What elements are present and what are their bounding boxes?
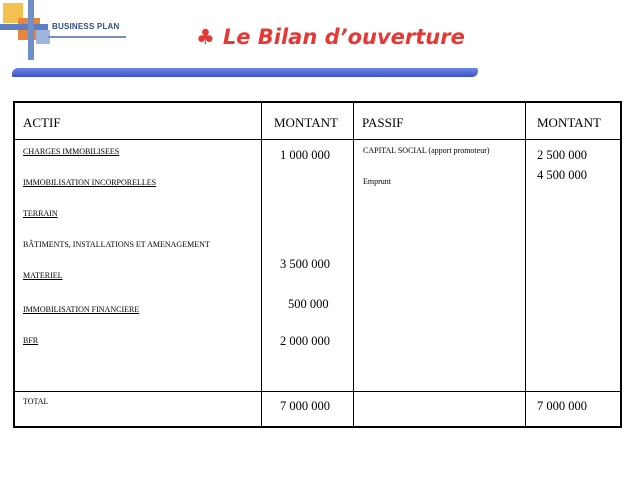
- actif-amount: 2 000 000: [280, 334, 330, 348]
- column-divider: [261, 103, 262, 426]
- club-icon: ♣: [196, 24, 215, 49]
- business-plan-logo: [0, 0, 130, 60]
- actif-item: CHARGES IMMOBILISEES: [23, 147, 120, 156]
- header-actif: ACTIF: [23, 115, 61, 130]
- header-divider: [15, 139, 620, 140]
- title-underline-brush: [12, 68, 478, 77]
- actif-item: BFR: [23, 336, 39, 345]
- total-actif: 7 000 000: [280, 399, 330, 413]
- passif-item: CAPITAL SOCIAL (apport promoteur): [363, 146, 490, 155]
- total-divider: [15, 391, 620, 392]
- passif-amount: 2 500 000: [537, 148, 587, 162]
- actif-item: BÂTIMENTS, INSTALLATIONS ET AMENAGEMENT: [23, 240, 210, 249]
- header-passif: PASSIF: [362, 115, 404, 130]
- passif-amount: 4 500 000: [537, 168, 587, 182]
- slide-title: [196, 22, 465, 52]
- total-passif: 7 000 000: [537, 399, 587, 413]
- actif-item: TERRAIN: [23, 209, 58, 218]
- balance-sheet-table: [13, 101, 622, 428]
- column-divider: [525, 103, 526, 426]
- header-montant-actif: MONTANT: [274, 115, 338, 130]
- actif-item: IMMOBILISATION FINANCIERE: [23, 305, 140, 314]
- total-label: TOTAL: [23, 397, 49, 406]
- actif-amount: 3 500 000: [280, 257, 330, 271]
- actif-amount: 1 000 000: [280, 148, 330, 162]
- header-montant-passif: MONTANT: [537, 115, 601, 130]
- column-divider: [353, 103, 354, 426]
- logo-blue-column: [28, 0, 34, 60]
- logo-text: BUSINESS PLAN: [52, 22, 120, 31]
- actif-amount: 500 000: [288, 297, 329, 311]
- actif-item: IMMOBILISATION INCORPORELLES: [23, 178, 157, 187]
- title-text: Le Bilan d’ouverture: [222, 25, 465, 49]
- actif-item: MATERIEL: [23, 271, 63, 280]
- logo-underline: [48, 36, 126, 38]
- passif-item: Emprunt: [363, 177, 391, 186]
